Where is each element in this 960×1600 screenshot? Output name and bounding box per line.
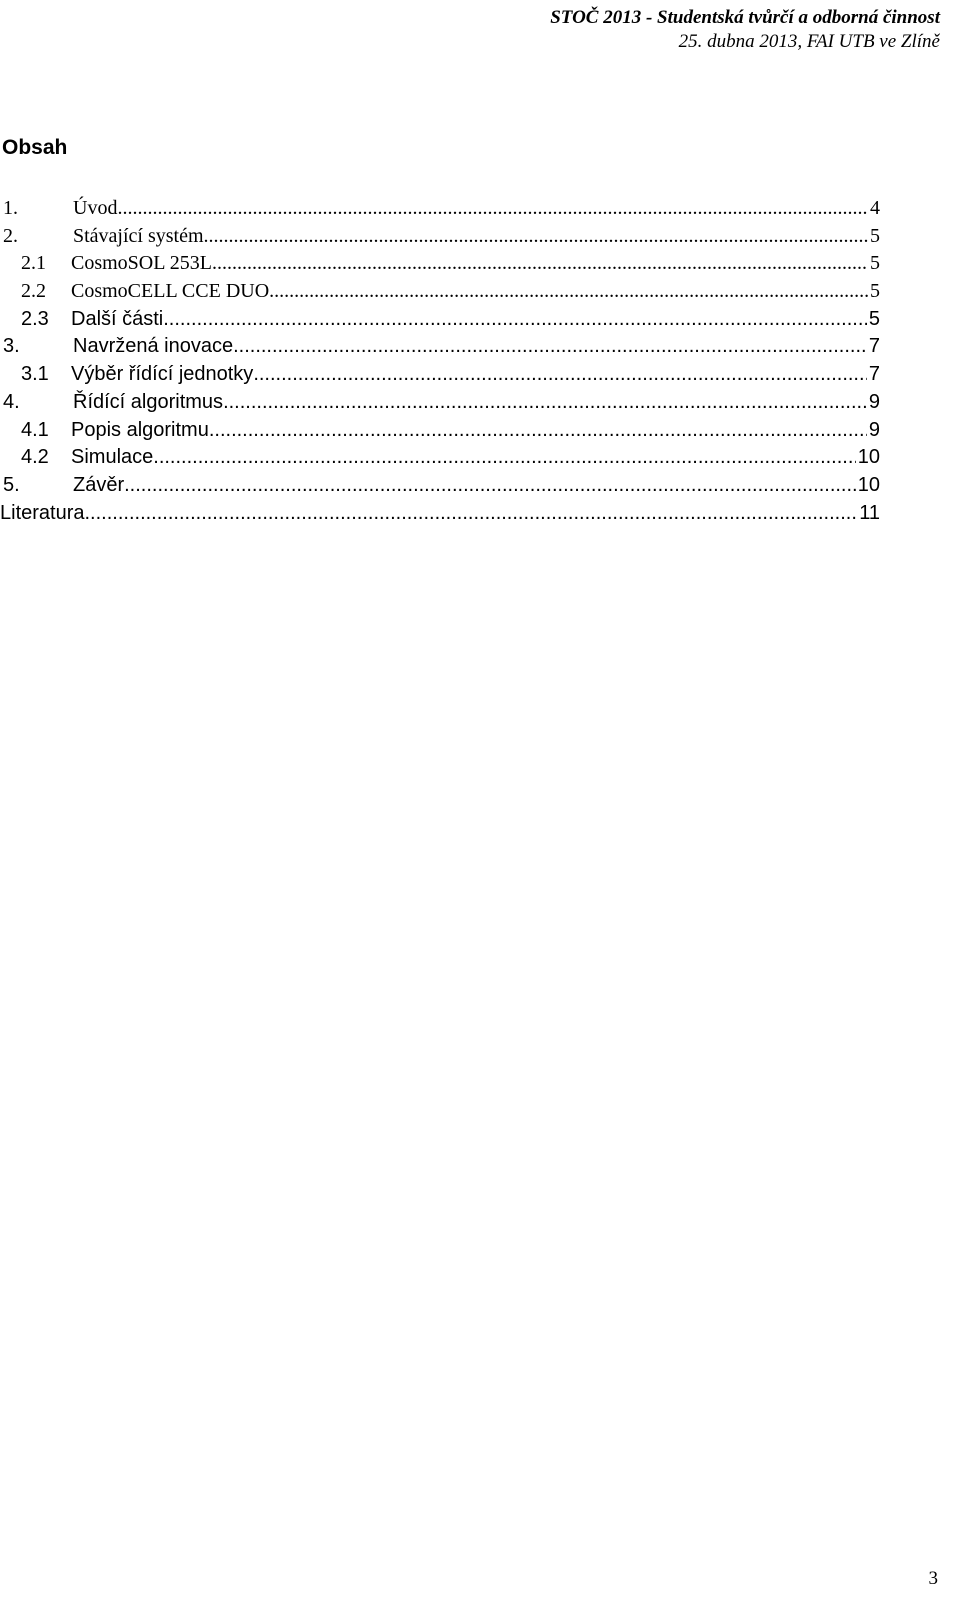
toc-entry-page: 5 <box>870 252 880 275</box>
toc-entry-title: Simulace <box>71 446 154 469</box>
toc-entry-page: 10 <box>857 446 880 469</box>
toc-entry[interactable] <box>0 419 880 447</box>
page-header <box>550 6 940 54</box>
toc-leader-dots <box>163 308 867 331</box>
toc-entry-page: 10 <box>857 473 880 496</box>
toc-entry-page: 7 <box>868 335 880 358</box>
toc-leader-dots <box>117 197 868 220</box>
toc-leader-dots <box>209 419 867 442</box>
toc-heading: Obsah <box>2 136 68 159</box>
toc-entry-number: 2.2 <box>21 280 46 303</box>
toc-entry[interactable] <box>0 474 880 502</box>
toc-entry-page: 4 <box>870 197 880 219</box>
toc-entry-page: 11 <box>859 501 880 524</box>
toc-entry[interactable] <box>0 197 880 225</box>
toc-entry-title: Navržená inovace <box>73 335 234 358</box>
toc-entry-title: Další části <box>71 307 164 330</box>
toc-entry[interactable] <box>0 363 880 391</box>
header-date: 25. dubna 2013, FAI UTB ve Zlíně <box>678 31 940 52</box>
toc-entry[interactable] <box>0 335 880 363</box>
toc-entry-number: 2.3 <box>21 307 49 330</box>
toc-entry[interactable] <box>0 308 880 336</box>
toc-leader-dots <box>212 252 868 275</box>
toc-entry-page: 5 <box>870 224 880 247</box>
toc-leader-dots <box>269 280 868 303</box>
toc-entry-title: Výběr řídící jednotky <box>71 363 254 386</box>
toc-entry-number: 4.1 <box>21 418 49 441</box>
toc-entry-page: 5 <box>870 280 880 303</box>
toc-leader-dots <box>204 225 868 248</box>
table-of-contents <box>0 197 880 529</box>
toc-entry-number: 4.2 <box>21 446 49 469</box>
header-title: STOČ 2013 - Studentská tvůrčí a odborná činnost <box>550 7 940 28</box>
toc-entry-title: Literatura <box>0 501 85 524</box>
toc-leader-dots <box>253 363 867 386</box>
toc-entry[interactable] <box>0 252 880 280</box>
toc-entry-number: 2.1 <box>21 252 46 275</box>
toc-entry-title: CosmoSOL 253L <box>71 252 212 275</box>
toc-entry-number: 2. <box>3 224 18 247</box>
toc-entry[interactable] <box>0 391 880 419</box>
toc-entry-title: Řídící algoritmus <box>73 390 224 413</box>
page-number: 3 <box>928 1568 938 1589</box>
toc-entry-page: 5 <box>868 307 880 330</box>
toc-entry-page: 9 <box>868 390 880 413</box>
toc-entry-page: 7 <box>868 363 880 386</box>
toc-entry-title: Závěr <box>73 473 125 496</box>
toc-entry-number: 3.1 <box>21 363 49 386</box>
toc-entry-number: 1. <box>3 197 18 219</box>
toc-entry[interactable] <box>0 225 880 253</box>
toc-entry-title: Stávající systém <box>73 224 204 247</box>
toc-entry[interactable] <box>0 280 880 308</box>
toc-entry-number: 3. <box>3 335 20 358</box>
toc-entry-number: 5. <box>3 473 20 496</box>
toc-entry[interactable] <box>0 502 880 530</box>
toc-leader-dots <box>124 474 856 497</box>
toc-entry-number: 4. <box>3 390 20 413</box>
toc-entry-title: Popis algoritmu <box>71 418 209 441</box>
toc-leader-dots <box>233 335 867 358</box>
toc-leader-dots <box>153 446 855 469</box>
toc-leader-dots <box>85 502 858 525</box>
toc-entry-title: CosmoCELL CCE DUO <box>71 280 270 303</box>
toc-leader-dots <box>223 391 867 414</box>
toc-entry-page: 9 <box>868 418 880 441</box>
toc-entry[interactable] <box>0 446 880 474</box>
toc-entry-title: Úvod <box>73 197 118 219</box>
